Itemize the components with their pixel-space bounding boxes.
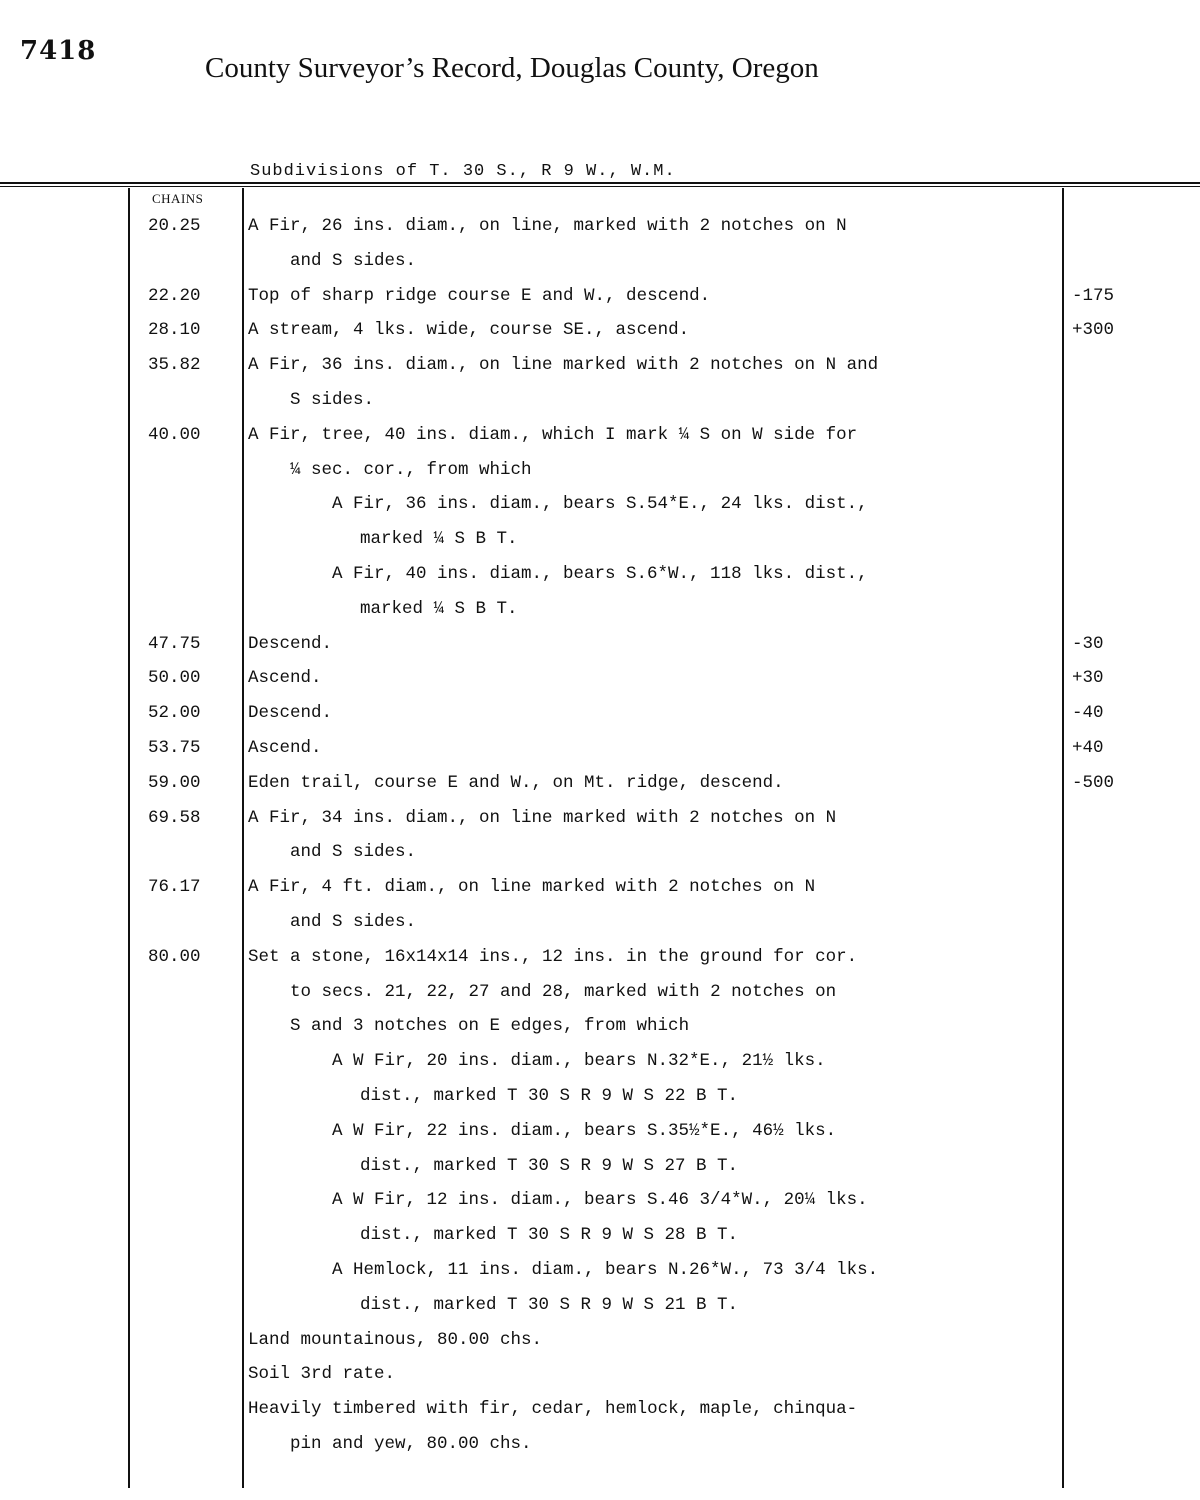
entry-text: Heavily timbered with fir, cedar, hemlock, maple, chinqua- [248, 1399, 858, 1420]
entry-text: A Fir, 26 ins. diam., on line, marked with 2 notches on N [248, 216, 847, 236]
entry-text: marked ¼ S B T. [360, 598, 518, 619]
entry-text: and S sides. [290, 250, 417, 271]
entry-text: S and 3 notches on E edges, from which [290, 1016, 690, 1037]
chains-column-header: CHAINS [152, 191, 204, 206]
chains-value: 22.20 [148, 285, 201, 306]
entry-text: Ascend. [248, 738, 322, 758]
entry-text: marked ¼ S B T. [360, 529, 518, 550]
entry-text: A Fir, 36 ins. diam., on line marked with 2 notches on N and [248, 355, 879, 376]
chains-value: 76.17 [148, 877, 201, 898]
entry-text: Land mountainous, 80.00 chs. [248, 1329, 543, 1350]
chains-value: 80.00 [148, 946, 201, 967]
chains-value: 40.00 [148, 424, 201, 445]
elevation-change: +30 [1072, 668, 1104, 689]
entry-text: A Fir, 34 ins. diam., on line marked with 2 notches on N [248, 807, 837, 828]
entry-text: dist., marked T 30 S R 9 W S 27 B T. [360, 1155, 739, 1176]
page-number: 7418 [20, 36, 97, 66]
entry-text: dist., marked T 30 S R 9 W S 22 B T. [360, 1086, 739, 1106]
chains-value: 52.00 [148, 703, 201, 724]
entry-text: Descend. [248, 703, 333, 724]
elevation-change: -30 [1072, 633, 1104, 654]
entry-text: A Fir, 36 ins. diam., bears S.54*E., 24 lks. dist., [332, 494, 868, 515]
header-rule-thin [0, 186, 1200, 187]
entry-text: and S sides. [290, 912, 417, 932]
column-divider-middle [242, 188, 244, 1488]
elevation-change: -175 [1072, 285, 1115, 306]
entry-text: A W Fir, 22 ins. diam., bears S.35½*E., 46½ lks. [332, 1120, 837, 1141]
section-subtitle: Subdivisions of T. 30 S., R 9 W., W.M. [250, 162, 676, 181]
elevation-change: -40 [1072, 703, 1104, 724]
column-divider-left [128, 188, 130, 1488]
entry-text: Top of sharp ridge course E and W., descend. [248, 285, 711, 306]
entry-text: A Fir, tree, 40 ins. diam., which I mark ¼ S on W side for [248, 424, 858, 445]
entry-text: pin and yew, 80.00 chs. [290, 1434, 532, 1454]
entry-text: dist., marked T 30 S R 9 W S 21 B T. [360, 1294, 739, 1315]
entry-text: A stream, 4 lks. wide, course SE., ascend. [248, 320, 690, 341]
entry-text: S sides. [290, 390, 375, 410]
entry-text: Ascend. [248, 668, 322, 689]
entry-text: Soil 3rd rate. [248, 1364, 396, 1385]
entry-text: and S sides. [290, 842, 417, 863]
elevation-change: -500 [1072, 772, 1115, 793]
entry-text: A Hemlock, 11 ins. diam., bears N.26*W., 73 3/4 lks. [332, 1260, 879, 1280]
record-title: County Surveyor’s Record, Douglas County, Oregon [205, 52, 819, 84]
entry-text: to secs. 21, 22, 27 and 28, marked with 2 notches on [290, 981, 837, 1002]
chains-value: 50.00 [148, 668, 201, 689]
elevation-change: +300 [1072, 320, 1115, 341]
entry-text: Set a stone, 16x14x14 ins., 12 ins. in the ground for cor. [248, 946, 858, 967]
chains-value: 69.58 [148, 807, 201, 828]
entry-text: dist., marked T 30 S R 9 W S 28 B T. [360, 1225, 739, 1246]
chains-value: 59.00 [148, 772, 201, 793]
chains-value: 53.75 [148, 738, 201, 758]
chains-value: 20.25 [148, 216, 201, 236]
entry-text: ¼ sec. cor., from which [290, 459, 532, 480]
entry-text: A Fir, 40 ins. diam., bears S.6*W., 118 lks. dist., [332, 564, 868, 584]
chains-value: 47.75 [148, 633, 201, 654]
entry-text: A W Fir, 20 ins. diam., bears N.32*E., 21½ lks. [332, 1051, 826, 1072]
entry-text: Eden trail, course E and W., on Mt. ridge, descend. [248, 772, 784, 793]
chains-value: 35.82 [148, 355, 201, 376]
header-rule [0, 182, 1200, 184]
entry-text: A Fir, 4 ft. diam., on line marked with 2 notches on N [248, 877, 816, 898]
entry-text: Descend. [248, 633, 333, 654]
entry-text: A W Fir, 12 ins. diam., bears S.46 3/4*W., 20¼ lks. [332, 1190, 868, 1211]
column-divider-right [1062, 188, 1064, 1488]
elevation-change: +40 [1072, 738, 1104, 758]
chains-value: 28.10 [148, 320, 201, 341]
